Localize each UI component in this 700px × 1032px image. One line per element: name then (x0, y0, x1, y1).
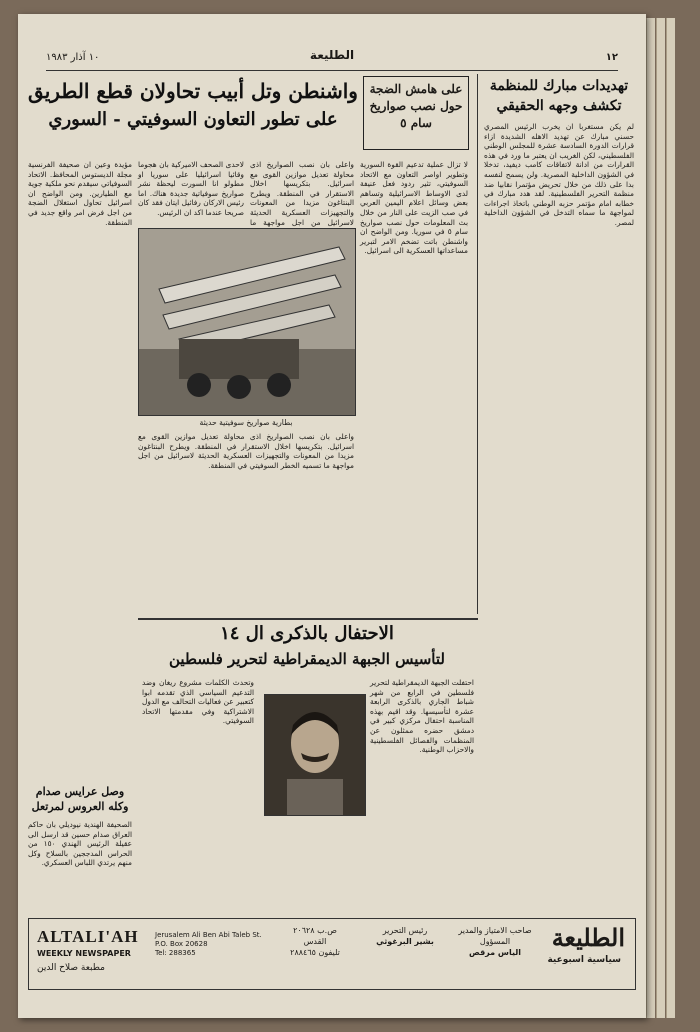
newspaper-page (18, 14, 646, 1018)
event-headline-1: الاحتفال بالذكرى ال ١٤ (220, 623, 394, 644)
editor-cell (365, 925, 445, 947)
side-headline: تهديدات مبارك للمنظمة تكشف وجهه الحقيقي (489, 78, 629, 114)
portrait-photo (264, 694, 366, 816)
printer: مطبعة صلاح الدين (37, 963, 105, 973)
lead-headline-1: واشنطن وتل أبيب تحاولان قطع الطريق (28, 79, 358, 103)
contact-cell (275, 925, 355, 958)
page-header (46, 44, 618, 71)
photo-caption: بطارية صواريخ سوفيتية حديثة (199, 418, 293, 427)
lead-col-5: واعلى بان نصب الصواريخ اذى محاولة تعديل موازين القوى مع اسرائيل. بتكريسها اخلال الاستقرار في المنطقة. ويطرح البنتاغون مزيدا من المعونات والتجهيزات العسكرية الحديثة لاسرائيل من اجل مواجهة ما تسميه الخطر السوفيتي في المنطقة. (138, 432, 354, 470)
lead-col-1: لا تزال عملية تدعيم القوة السورية وتطوير اواصر التعاون مع الاتحاد السوفيتي، تثير ردود فعل عنيفة لدى الاوساط الاسرائيلية وتساهم بعض وسائل اعلام اليمين العربي في صب الزيت على النار من خلال بث المعلومات حول نصب صواريخ سام ٥ في سوريا. ومن الواضح ان واشنطن باتت تضخم الامر لتبرير مساعداتها العسكرية الى اسرائيل. (360, 160, 468, 256)
city: القدس (303, 937, 327, 946)
page-number: ١٢ (605, 52, 618, 63)
side-article-body: لم يكن مستغربا ان يخرب الرئيس المصري حسني مبارك عن تهديد الاهله الشديدة ازاء قرارات الدورة السادسة عشرة للمجلس الوطني الفلسطيني، لكن الغريب ان يعتبر ما ورد في هذه القرارات من ادانة لاتفاقات كامب ديفيد، تدخلا في الشؤون الداخلية المصرية. ولن يسمح لنفسه بدا على ذلك من خلال تحريض مؤتمرا نقابيا ضد منظمة التحرير الفلسطينية. لقد هدد مبارك في خطابه امام مؤتمر حزبه الوطني باتخاذ اجراءات لمواجهة ما سماه التدخل في الشؤون الداخلية لمصر. (484, 122, 634, 227)
masthead-subtitle: سياسية اسبوعية (547, 955, 621, 965)
small-headline: وصل عرايس صدام وكله العروس لمرتعل (31, 785, 129, 813)
address-line-2: P.O. Box 20628 (155, 940, 208, 948)
lead-col-4: مؤيدة وعين ان صحيفة الفرنسية مجلة الديستوس المحافظ. الاتحاد السوفياتي سيقدم نحو ملكية جوية مع الطيارين. ومن الواضح ان اسرائيل تحاول استغلال الضجة من اجل فرض امر واقع جديد في المنطقة. (28, 160, 132, 227)
newspaper-name: الطليعة (309, 48, 355, 62)
lead-col-3: لاحدى الصحف الاميركية بان هجوما وقائيا اسرائيليا على سوريا او مطولو انا السورت ليحظة نشر صواريخ سوفياتية جديدة هناك. اما رئيس الاركان رفائيل ايتان فقد كان صريحا عندما اكد ان الرئيس. (138, 160, 244, 217)
small-body: الصحيفة الهندية نيوديلي بان حاكم العراق صدام حسين قد ارسل الى عقيلة الرئيس الهندي ١٥٠ من الحراس المدججين بالسلاح وكل منهم يرتدي اللباس العسكري. (28, 820, 132, 868)
phone: تليفون ٢٨٨٤٦٥ (290, 948, 340, 957)
section-rule (138, 618, 478, 620)
event-col-1: احتفلت الجبهة الديمقراطية لتحرير فلسطين في الرابع من شهر شباط الجاري بالذكرى الرابعة عشرة لتأسيسها. وقد اقيم بهذه المناسبة احتفال مركزي كبير في دمشق حضره ممثلون عن المنظمات والفصائل الفلسطينية والاحزاب الوطنية. (370, 678, 474, 755)
missile-photo (138, 228, 356, 416)
masthead-logo: الطليعة (551, 923, 625, 952)
page-edge (646, 18, 655, 1018)
editor-label: رئيس التحرير (382, 926, 428, 935)
owner-cell (455, 925, 535, 958)
masthead (28, 918, 636, 990)
page-edge (666, 18, 675, 1018)
address-line-1: Jerusalem Ali Ben Abi Taleb St. (155, 931, 262, 939)
lead-box: على هامش الضجة حول نصب صواريخ سام ٥ (363, 76, 469, 150)
event-col-2: وتحدث الكلمات مشروع ريغان وضد التدعيم السياسي الذي تقدمه ابوا كتعبير عن فعاليات التحالف مع الدول الاشتراكية وفي مقدمتها الاتحاد السوفيتي. (142, 678, 254, 726)
lead-col-2: واعلى بان نصب الصواريخ اذى محاولة تعديل موازين القوى مع اسرائيل. بتكريسها اخلال الاستقرار في المنطقة. ويطرح البنتاغون مزيدا من المعونات والتجهيزات العسكرية الحديثة لاسرائيل من اجل مواجهة ما (250, 160, 354, 227)
page-edge (656, 18, 665, 1018)
owner-label: صاحب الامتياز والمدير المسؤول (458, 926, 532, 946)
english-name: ALTALI'AH (37, 927, 139, 946)
lead-headline-2: على تطور التعاون السوفيتي - السوري (48, 109, 338, 130)
english-subtitle: WEEKLY NEWSPAPER (37, 949, 131, 958)
pobox: ص.ب ٢٠٦٢٨ (293, 926, 337, 935)
portrait-icon (265, 695, 365, 815)
address-block (155, 931, 262, 958)
missile-launcher-icon (139, 229, 355, 415)
address-line-3: Tel: 288365 (155, 949, 196, 957)
event-headline-2: لتأسيس الجبهة الديمقراطية لتحرير فلسطين (169, 650, 445, 668)
column-rule (477, 74, 478, 614)
issue-date: ١٠ آذار ١٩٨٣ (46, 52, 100, 63)
editor-name: بشير البرغوثي (376, 937, 434, 946)
owner-name: الياس مرقص (469, 948, 521, 957)
